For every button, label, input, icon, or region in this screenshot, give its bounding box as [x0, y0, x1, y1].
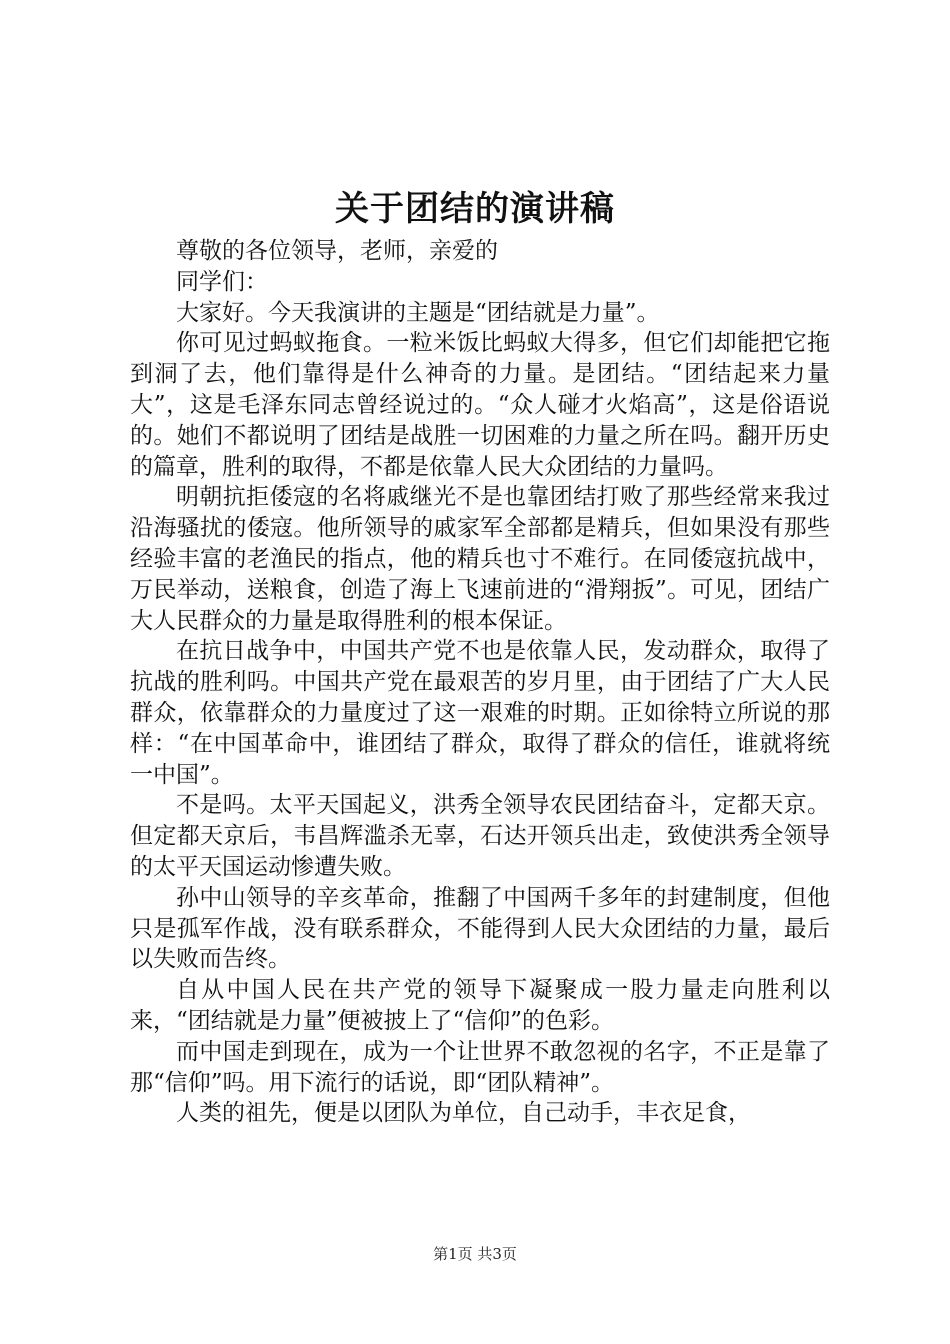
paragraph-salutation-1: 尊敬的各位领导，老师，亲爱的 — [176, 238, 498, 264]
document-body — [130, 236, 830, 1129]
paragraph-ants: 你可见过蚂蚁拖食。一粒米饭比蚂蚁大得多，但它们却能把它拖到洞了去，他们靠得是什么神奇的力量。是团结。“团结起来力量大”，这是毛泽东同志曾经说过的。“众人碰才火焰高”，这是俗语说的。她们不都说明了团结是战胜一切困难的力量之所在吗。翻开历史的篇章，胜利的取得，不都是依靠人民大众团结的力量吗。 — [130, 330, 830, 480]
paragraph-xinhai: 孙中山领导的辛亥革命，推翻了中国两千多年的封建制度，但他只是孤军作战，没有联系群众，不能得到人民大众团结的力量，最后以失败而告终。 — [130, 884, 830, 973]
paragraph-greeting: 大家好。今天我演讲的主题是“团结就是力量”。 — [176, 299, 660, 326]
paragraph-team-spirit: 而中国走到现在，成为一个让世界不敢忽视的名字，不正是靠了那“信仰”吗。用下流行的话说，即“团队精神”。 — [130, 1038, 830, 1096]
paragraph-belief: 自从中国人民在共产党的领导下凝聚成一股力量走向胜利以来，“团结就是力量”便被披上了“信仰”的色彩。 — [130, 977, 830, 1034]
paragraph-ancestors: 人类的祖先，便是以团队为单位，自己动手，丰衣足食， — [176, 1100, 751, 1127]
document-title: 关于团结的演讲稿 — [335, 189, 615, 229]
paragraph-taiping: 不是吗。太平天国起义，洪秀全领导农民团结奋斗，定都天京。但定都天京后，韦昌辉滥杀无辜，石达开领兵出走，致使洪秀全领导的太平天国运动惨遭失败。 — [130, 792, 830, 880]
paragraph-salutation-2: 同学们： — [176, 268, 268, 295]
page-footer: 第1页 共3页 — [433, 1245, 517, 1263]
paragraph-anti-japanese-war: 在抗日战争中，中国共产党不也是依靠人民，发动群众，取得了抗战的胜利吗。中国共产党在最艰苦的岁月里，由于团结了广大人民群众，依靠群众的力量度过了这一艰难的时期。正如徐特立所说的那样：“在中国革命中，谁团结了群众，取得了群众的信任，谁就将统一中国”。 — [130, 638, 830, 788]
paragraph-qi-jiguang: 明朝抗拒倭寇的名将戚继光不是也靠团结打败了那些经常来我过沿海骚扰的倭寇。他所领导的戚家军全部都是精兵，但如果没有那些经验丰富的老渔民的指点，他的精兵也寸不难行。在同倭寇抗战中，万民举动，送粮食，创造了海上飞速前进的“滑翔扳”。可见，团结广大人民群众的力量是取得胜利的根本保证。 — [130, 484, 830, 634]
